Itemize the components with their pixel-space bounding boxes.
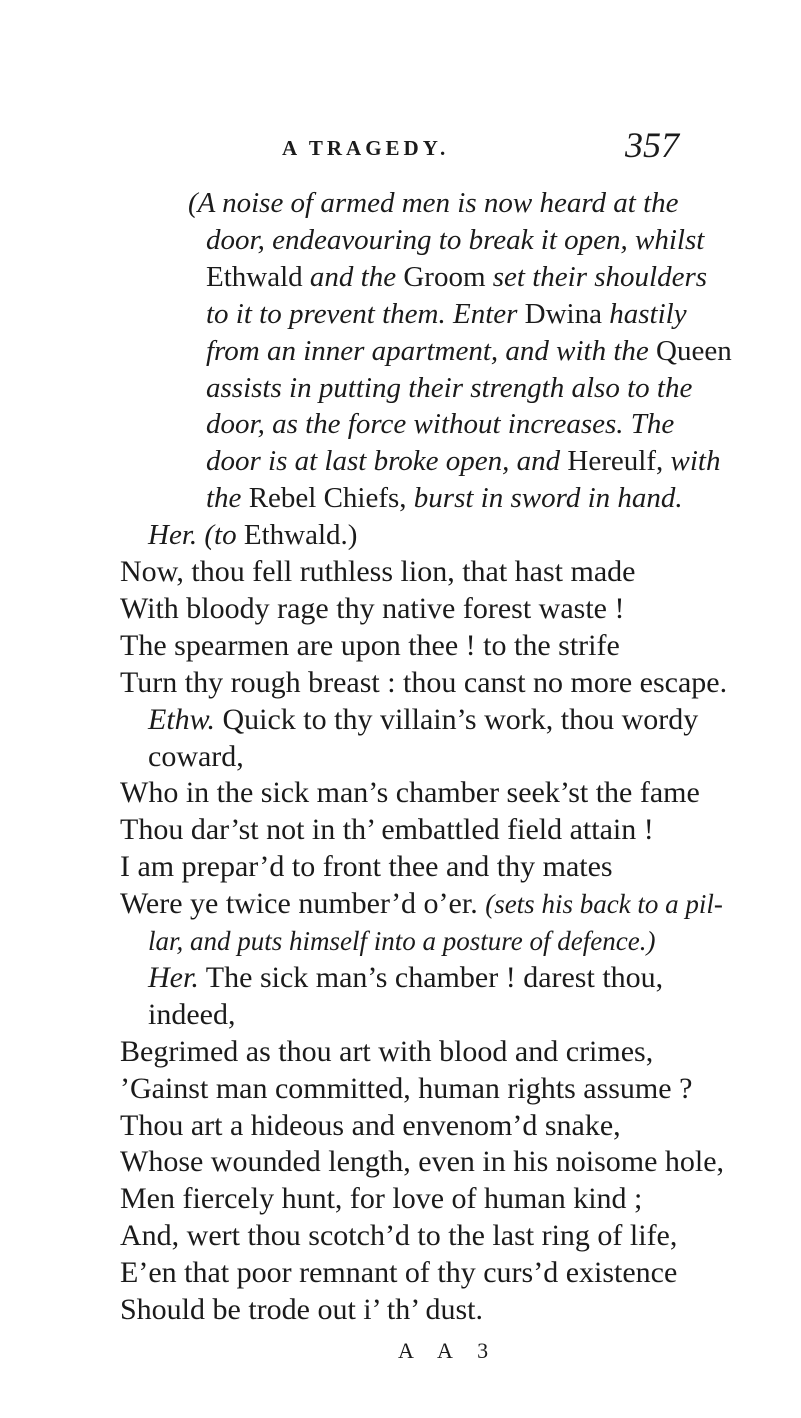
speaker-name: Ethw. [148,703,215,736]
verse-line: Thou art a hideous and envenom’d snake, [120,1109,621,1142]
character-name: Hereulf, [567,445,664,477]
running-title: A TRAGEDY. [282,136,450,160]
verse-line: I am prepar’d to front thee and thy mates [120,850,613,883]
verse-line: The spearmen are upon thee ! to the strife [120,629,620,662]
verse-line: E’en that poor remnant of thy curs’d existence [120,1256,678,1289]
character-name: Dwina [524,298,602,330]
stage-direction-line: door, as the force without increases. The [206,408,675,440]
stage-direction-line: door is at last broke open, and Hereulf, with [206,445,721,477]
verse-line: Whose wounded length, even in his noisome hole, [120,1145,725,1178]
character-name: Queen [656,335,732,367]
verse-line: Turn thy rough breast : thou canst no more escape. [120,666,728,699]
verse-line: Were ye twice number’d o’er. (sets his back to a pil- [120,887,723,920]
verse-line: Begrimed as thou art with blood and crimes, [120,1035,654,1068]
verse-line: With bloody rage thy native forest waste ! [120,592,625,625]
speaker-line: Her. The sick man’s chamber ! darest thou, [148,961,664,994]
stage-direction: lar, and puts himself into a posture of defence.) [148,926,656,956]
verse-line: Thou dar’st not in th’ embattled field attain ! [120,813,654,846]
speaker-line: Her. (to Ethwald.) [148,519,358,551]
verse-line: Who in the sick man’s chamber seek’st the fame [120,776,700,809]
verse-line: indeed, [148,998,236,1031]
stage-direction-line: (A noise of armed men is now heard at the [188,187,679,219]
speaker-name: Her. (to [148,519,244,551]
verse-line: Should be trode out i’ th’ dust. [120,1293,484,1326]
verse-line: Men fiercely hunt, for love of human kind ; [120,1182,643,1215]
stage-direction-line: Ethwald and the Groom set their shoulders [206,261,708,293]
stage-direction-line: assists in putting their strength also to the [206,372,693,404]
speaker-line: Ethw. Quick to thy villain’s work, thou wordy [148,703,699,736]
stage-direction-line: door, endeavouring to break it open, whilst [206,224,705,256]
character-name: Groom [403,261,486,293]
verse-line: And, wert thou scotch’d to the last ring of life, [120,1219,678,1252]
speaker-name: Her. [148,961,199,994]
stage-direction-line: from an inner apartment, and with the Queen [206,335,732,367]
character-name: Ethwald [206,261,303,293]
verse-line: ’Gainst man committed, human rights assume ? [120,1072,693,1105]
page-header [0,108,801,168]
verse-line: Now, thou fell ruthless lion, that hast made [120,555,636,588]
stage-direction-line: to it to prevent them. Enter Dwina hastily [206,298,687,330]
signature-mark: A A 3 [398,1338,499,1363]
stage-direction-line: the Rebel Chiefs, burst in sword in hand. [206,482,683,514]
page-number: 357 [625,125,679,165]
verse-line: coward, [148,740,244,773]
stage-direction: (sets his back to a pil- [485,889,723,919]
